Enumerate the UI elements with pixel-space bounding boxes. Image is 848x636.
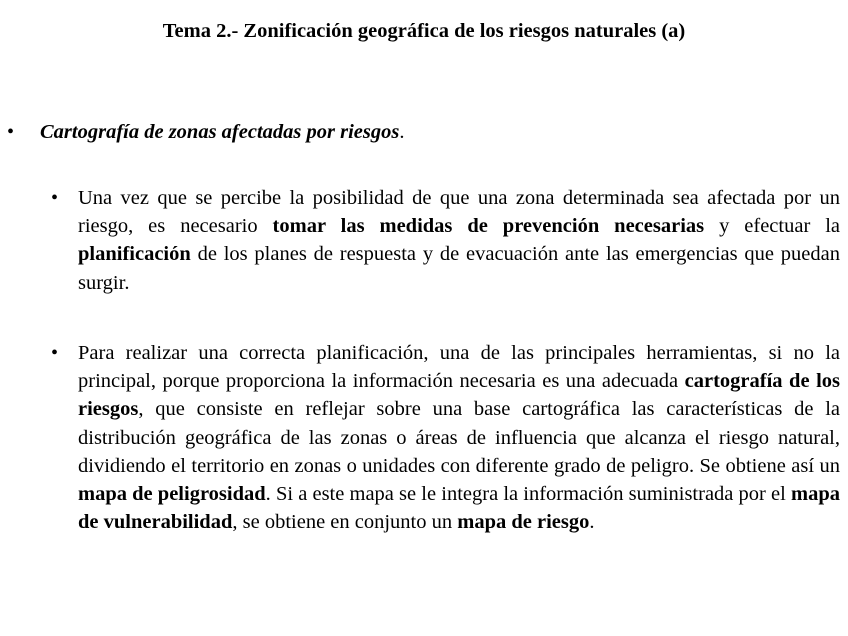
text-run: , que consiste en reflejar sobre una base cartográfica las características de la distribución geográfica de las zonas o áreas de influencia que alcanza el riesgo natural, dividiendo el territorio en zonas o unidades con diferente grado de peligro. Se obtiene así un (78, 398, 840, 477)
page-title: Tema 2.- Zonificación geográfica de los riesgos naturales (a) (162, 20, 686, 42)
text-run: Una vez que se percibe la posibilidad de que una zona determinada sea afectada por un riesgo, es necesario (78, 187, 840, 238)
list-item-bullet: • (51, 342, 59, 364)
emphasis-prevention-measures: tomar las medidas de prevención necesarias (272, 215, 705, 238)
text-run: . (589, 511, 595, 534)
section-heading-text: Cartografía de zonas afectadas por riesgos (40, 121, 400, 143)
emphasis-hazard-map: mapa de peligrosidad (78, 483, 266, 506)
paragraph-prevention (78, 184, 840, 297)
section-heading-period: . (399, 121, 405, 143)
text-run: y efectuar la (704, 215, 841, 238)
section-bullet: • (7, 121, 15, 143)
emphasis-risk-cartography: cartografía de los riesgos (78, 370, 840, 421)
section-heading (40, 118, 404, 146)
text-run: Para realizar una correcta planificación, una de las principales herramientas, si no la principal, porque proporciona la información necesaria es una adecuada (78, 342, 840, 393)
list-item-bullet: • (51, 187, 59, 209)
emphasis-vulnerability-map: mapa de vulnerabilidad (78, 483, 840, 534)
emphasis-risk-map: mapa de riesgo (457, 511, 590, 534)
emphasis-planning: planificación (78, 243, 191, 266)
text-run: . Si a este mapa se le integra la información suministrada por el (265, 483, 792, 506)
text-run: , se obtiene en conjunto un (232, 511, 458, 534)
text-run: de los planes de respuesta y de evacuación ante las emergencias que puedan surgir. (78, 243, 840, 294)
paragraph-cartography (78, 339, 840, 536)
